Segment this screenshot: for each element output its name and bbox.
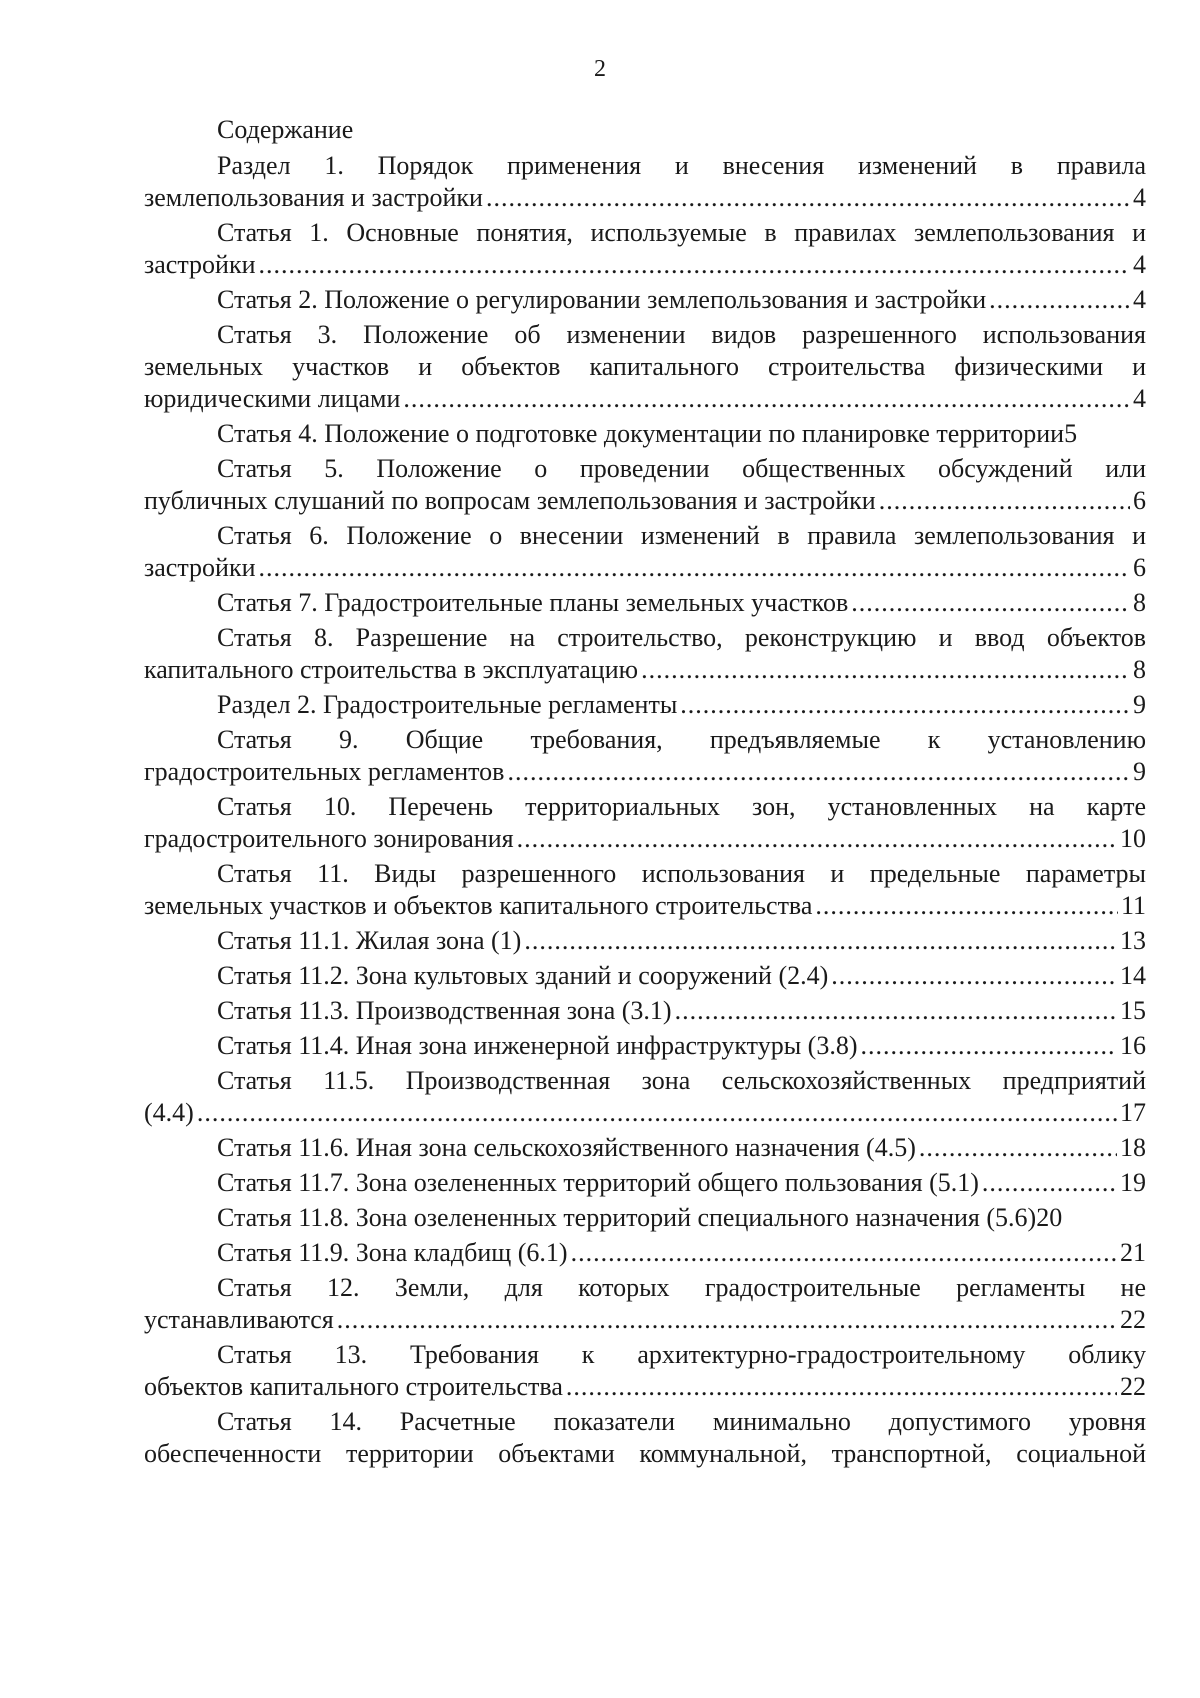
toc-page-number: 13 (1120, 926, 1146, 955)
toc-entry-title: объектов капитального строительства (144, 1372, 563, 1401)
dot-leader (919, 1132, 1117, 1164)
toc-entry-line: обеспеченности территории объектами коммунальной, транспортной, социальной (144, 1439, 1146, 1468)
dot-leader (989, 284, 1130, 316)
dot-leader (680, 689, 1130, 721)
dot-leader (507, 756, 1130, 788)
toc-entry-title: Статья 4. Положение о подготовке документации по планировке территории (217, 419, 1065, 448)
toc-page-number: 19 (1120, 1168, 1146, 1197)
toc-page-number: 6 (1133, 486, 1146, 515)
toc-page-number: 4 (1133, 285, 1146, 314)
toc-entry[interactable] (144, 1202, 1146, 1234)
toc-entry[interactable] (144, 418, 1146, 450)
toc-entry[interactable] (144, 520, 1146, 584)
toc-entry-title: Статья 11.4. Иная зона инженерной инфраструктуры (3.8) (217, 1031, 858, 1060)
dot-leader (259, 249, 1131, 281)
toc-page-number: 22 (1120, 1372, 1146, 1401)
dot-leader (571, 1237, 1117, 1269)
toc-entry[interactable] (144, 1065, 1146, 1129)
dot-leader (486, 182, 1130, 214)
toc-entry-title: Статья 11.7. Зона озелененных территорий общего пользования (5.1) (217, 1168, 979, 1197)
toc-entry-line: земельных участков и объектов капитального строительства физическими и (144, 352, 1146, 381)
dot-leader (524, 925, 1117, 957)
toc-page-number: 4 (1133, 384, 1146, 413)
page-number: 2 (594, 56, 606, 82)
toc-entry[interactable] (144, 1237, 1146, 1269)
toc-entry-title: Статья 11.9. Зона кладбищ (6.1) (217, 1238, 568, 1267)
toc-entry[interactable] (144, 995, 1146, 1027)
toc-page-number: 8 (1133, 655, 1146, 684)
toc-entry[interactable] (144, 1132, 1146, 1164)
dot-leader (517, 823, 1117, 855)
toc-entry-title: (4.4) (144, 1098, 194, 1127)
toc-entry-line: Статья 5. Положение о проведении общественных обсуждений или (217, 454, 1146, 483)
toc-entry[interactable] (144, 1030, 1146, 1062)
toc-entry-line: Статья 1. Основные понятия, используемые в правилах землепользования и (217, 218, 1146, 247)
table-of-contents (144, 150, 1146, 1473)
toc-entry-title: застройки (144, 553, 256, 582)
toc-entry-line: Статья 12. Земли, для которых градостроительные регламенты не (217, 1273, 1146, 1302)
dot-leader (641, 654, 1130, 686)
toc-entry-line: Статья 6. Положение о внесении изменений в правила землепользования и (217, 521, 1146, 550)
toc-page-number: 20 (1036, 1203, 1063, 1232)
toc-entry-title: Статья 7. Градостроительные планы земельных участков (217, 588, 849, 617)
toc-entry-title: землепользования и застройки (144, 183, 483, 212)
toc-entry[interactable] (144, 1272, 1146, 1336)
toc-page-number: 15 (1120, 996, 1146, 1025)
toc-entry[interactable] (144, 1406, 1146, 1470)
dot-leader (831, 960, 1117, 992)
dot-leader (566, 1371, 1117, 1403)
toc-entry[interactable] (144, 858, 1146, 922)
toc-entry-line: Статья 14. Расчетные показатели минимально допустимого уровня (217, 1407, 1146, 1436)
dot-leader (982, 1167, 1117, 1199)
toc-entry-line: Статья 8. Разрешение на строительство, реконструкцию и ввод объектов (217, 623, 1146, 652)
toc-entry-line: Статья 9. Общие требования, предъявляемые к установлению (217, 725, 1146, 754)
toc-entry-title: градостроительного зонирования (144, 824, 514, 853)
toc-entry-line: Раздел 1. Порядок применения и внесения изменений в правила (217, 151, 1146, 180)
toc-page-number: 8 (1133, 588, 1146, 617)
toc-page-number: 22 (1120, 1305, 1146, 1334)
toc-entry[interactable] (144, 925, 1146, 957)
toc-entry[interactable] (144, 587, 1146, 619)
toc-page-number: 4 (1133, 250, 1146, 279)
toc-entry[interactable] (144, 150, 1146, 214)
dot-leader (675, 995, 1117, 1027)
toc-entry[interactable] (144, 319, 1146, 415)
dot-leader (337, 1304, 1117, 1336)
toc-entry[interactable] (144, 284, 1146, 316)
toc-entry-line: Статья 13. Требования к архитектурно-градостроительному облику (217, 1340, 1146, 1369)
toc-page-number: 6 (1133, 553, 1146, 582)
toc-page-number: 5 (1064, 419, 1078, 448)
toc-entry[interactable] (144, 689, 1146, 721)
toc-entry-line: Статья 10. Перечень территориальных зон, установленных на карте (217, 792, 1146, 821)
toc-entry-title: Статья 11.1. Жилая зона (1) (217, 926, 522, 955)
toc-page-number: 11 (1120, 891, 1146, 920)
toc-entry-title: публичных слушаний по вопросам землепользования и застройки (144, 486, 876, 515)
toc-page-number: 16 (1120, 1031, 1146, 1060)
dot-leader (815, 890, 1118, 922)
toc-entry[interactable] (144, 1339, 1146, 1403)
toc-page-number: 10 (1120, 824, 1146, 853)
dot-leader (851, 587, 1130, 619)
toc-entry-title: юридическими лицами (144, 384, 401, 413)
toc-entry[interactable] (144, 622, 1146, 686)
toc-page-number: 4 (1133, 183, 1146, 212)
toc-page-number: 21 (1120, 1238, 1146, 1267)
toc-entry[interactable] (144, 960, 1146, 992)
toc-entry-title: градостроительных регламентов (144, 757, 505, 786)
toc-entry-title: Раздел 2. Градостроительные регламенты (217, 690, 678, 719)
toc-entry[interactable] (144, 453, 1146, 517)
toc-entry[interactable] (144, 1167, 1146, 1199)
toc-entry-title: Статья 11.6. Иная зона сельскохозяйственного назначения (4.5) (217, 1133, 916, 1162)
toc-page-number: 17 (1120, 1098, 1146, 1127)
toc-entry-title: Статья 11.3. Производственная зона (3.1) (217, 996, 672, 1025)
toc-page-number: 14 (1120, 961, 1146, 990)
toc-entry[interactable] (144, 791, 1146, 855)
toc-entry-title: Статья 11.2. Зона культовых зданий и сооружений (2.4) (217, 961, 829, 990)
toc-entry-line: Статья 11. Виды разрешенного использования и предельные параметры (217, 859, 1146, 888)
toc-entry-line: Статья 11.5. Производственная зона сельскохозяйственных предприятий (217, 1066, 1146, 1095)
toc-entry-title: Статья 11.8. Зона озелененных территорий специального назначения (5.6) (217, 1203, 1037, 1232)
dot-leader (259, 552, 1131, 584)
toc-page-number: 9 (1133, 757, 1146, 786)
toc-entry-line: Статья 3. Положение об изменении видов разрешенного использования (217, 320, 1146, 349)
toc-entry-title: застройки (144, 250, 256, 279)
toc-entry-title: земельных участков и объектов капитального строительства (144, 891, 813, 920)
toc-entry[interactable] (144, 217, 1146, 281)
toc-entry[interactable] (144, 724, 1146, 788)
toc-page-number: 18 (1120, 1133, 1146, 1162)
toc-entry-title: капитального строительства в эксплуатацию (144, 655, 639, 684)
toc-page-number: 9 (1133, 690, 1146, 719)
toc-heading: Содержание (217, 115, 354, 144)
toc-entry-title: Статья 2. Положение о регулировании землепользования и застройки (217, 285, 987, 314)
dot-leader (197, 1097, 1117, 1129)
toc-entry-title: устанавливаются (144, 1305, 334, 1334)
dot-leader (403, 383, 1130, 415)
dot-leader (879, 485, 1130, 517)
dot-leader (860, 1030, 1117, 1062)
